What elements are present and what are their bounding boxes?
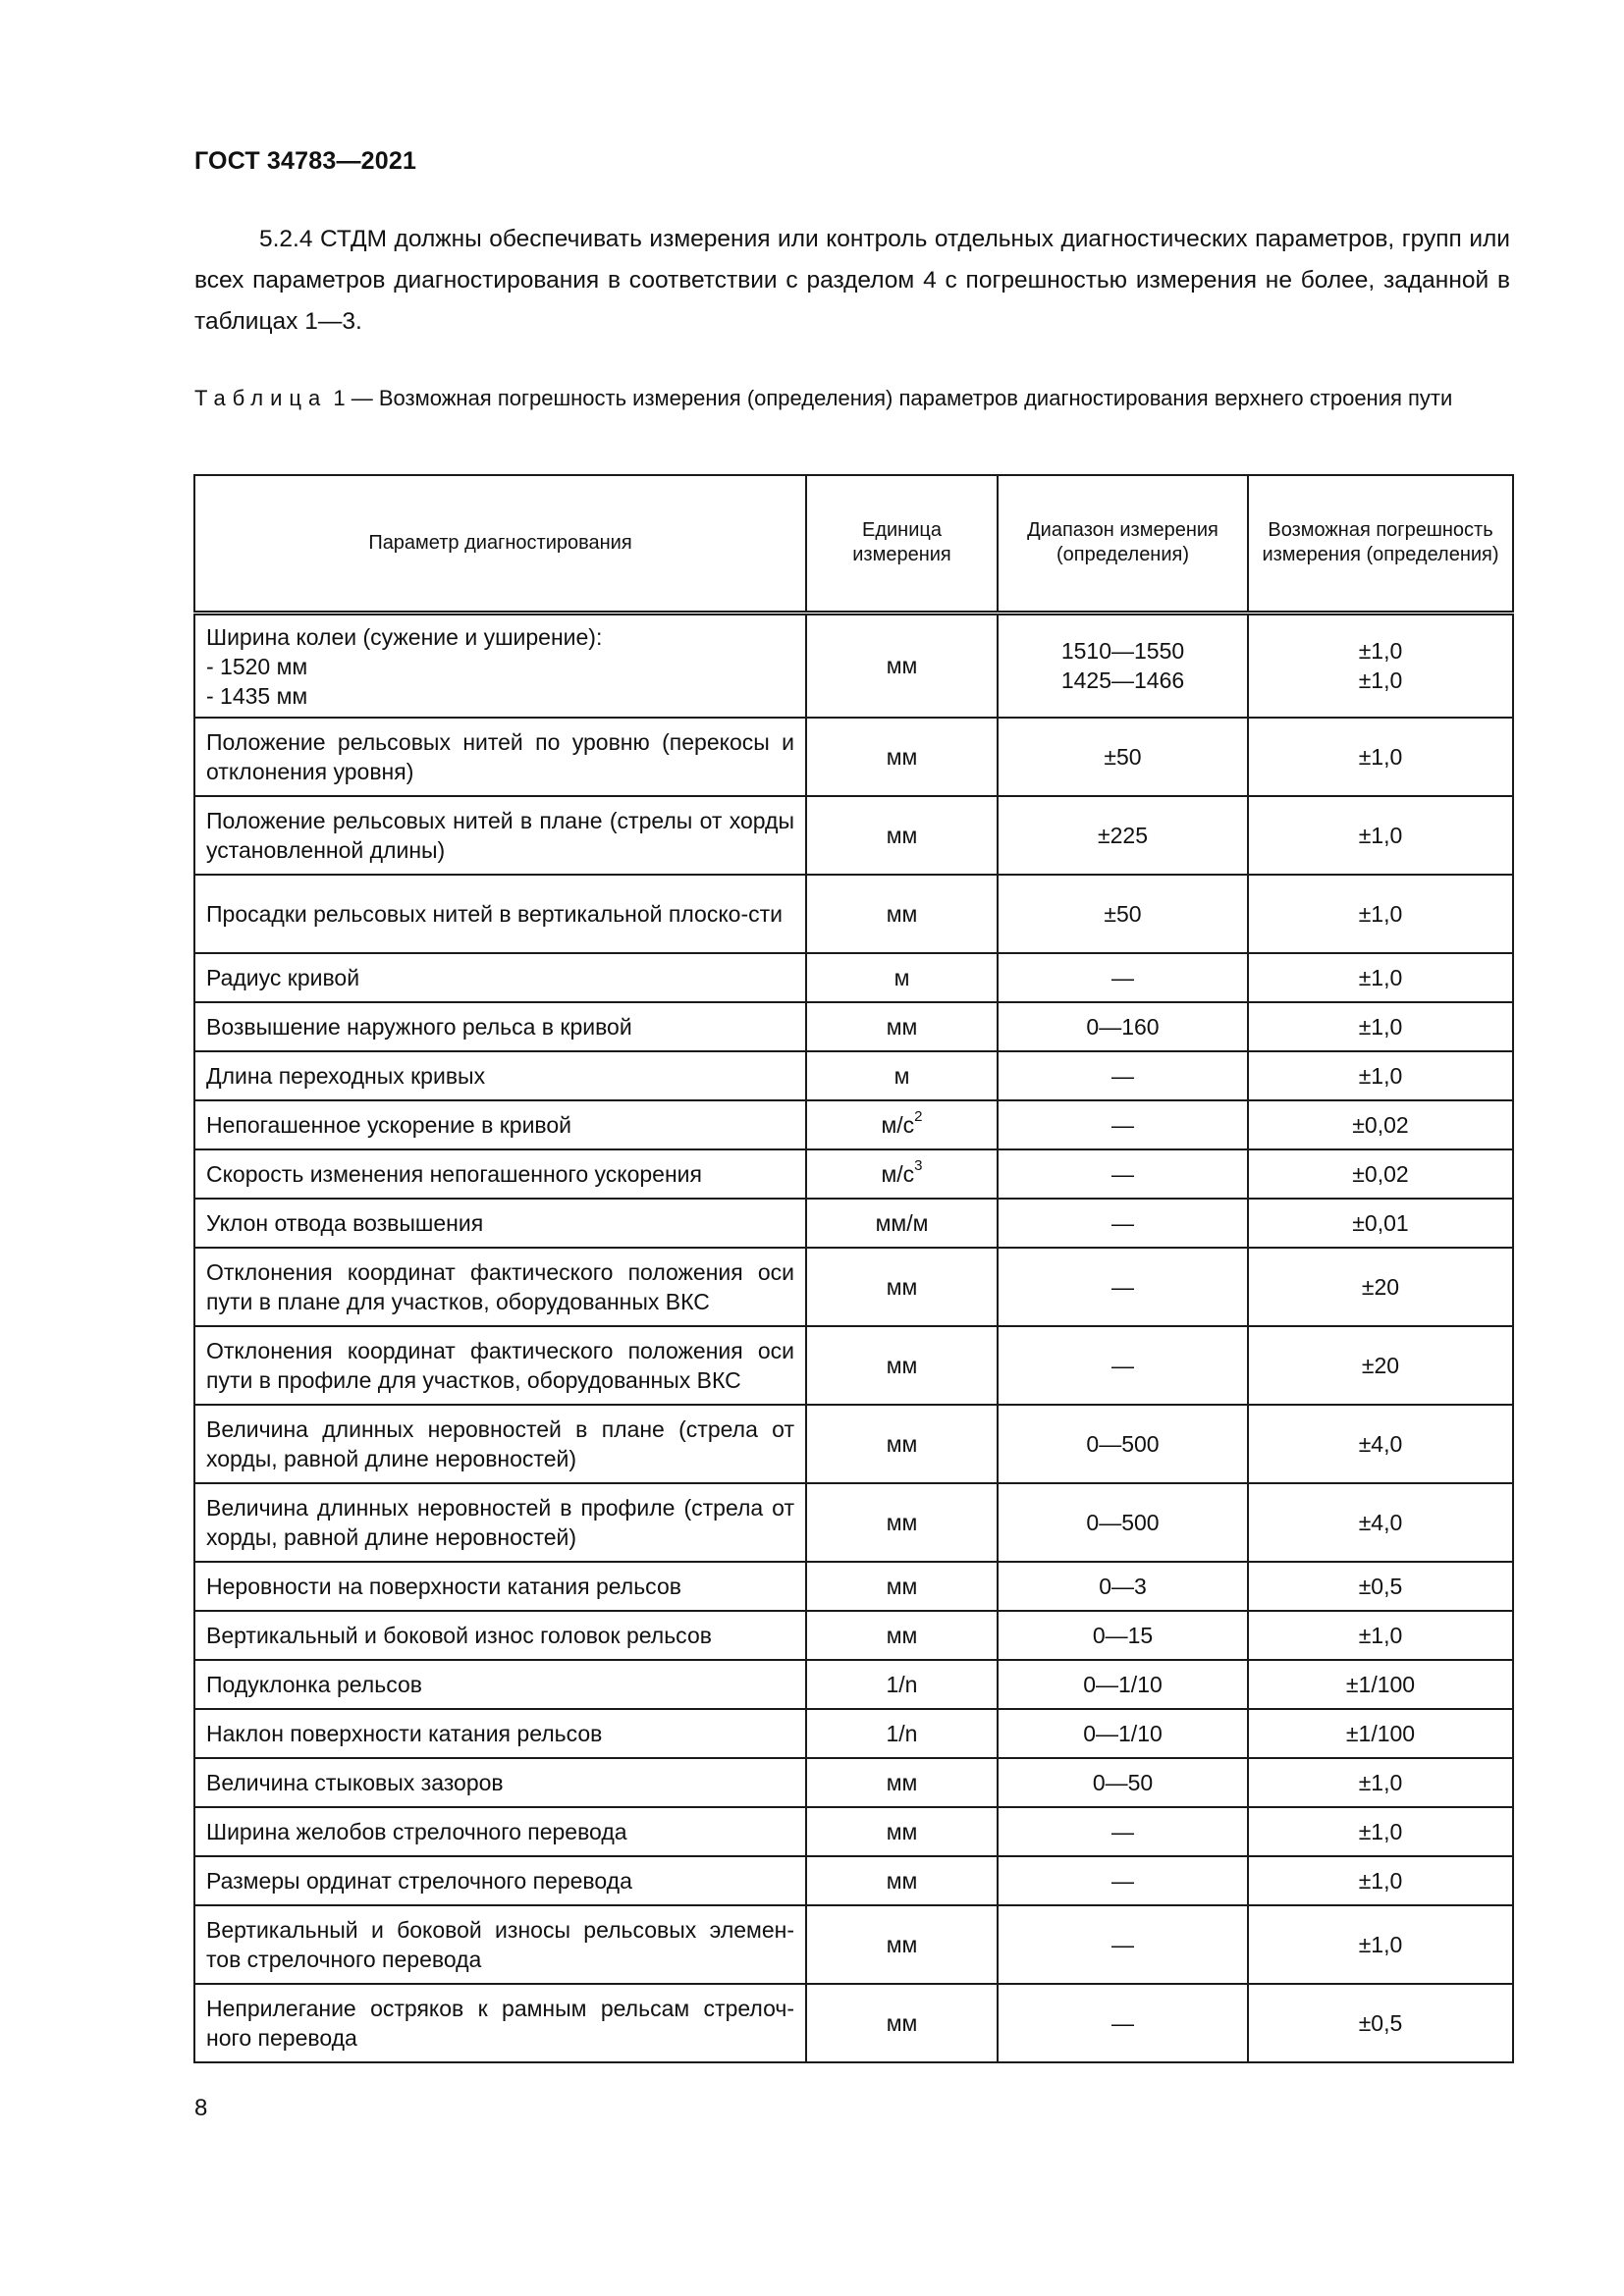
cell-unit (806, 718, 998, 796)
table-row (194, 1149, 1513, 1199)
table-header-row (194, 475, 1513, 613)
cell-unit-text: мм (886, 1819, 918, 1844)
table-row (194, 1326, 1513, 1405)
cell-range: — (998, 1199, 1248, 1248)
cell-unit-text: 1/n (886, 1672, 918, 1697)
cell-unit-text: мм (886, 1353, 918, 1378)
clause-paragraph: 5.2.4 СТДМ должны обеспечивать измерения или контроль отдельных диагностических параметров, групп или всех параметров диагностирования в соответствии с разделом 4 с погрешностью измерения не более, заданной в таблицах 1—3. (194, 226, 1510, 335)
cell-unit-text: мм (886, 1574, 918, 1599)
cell-unit (806, 1758, 998, 1807)
cell-unit-text: мм (886, 744, 918, 770)
cell-unit (806, 1905, 998, 1984)
cell-unit-text: мм/м (875, 1210, 929, 1236)
cell-range: — (998, 1149, 1248, 1199)
cell-range: — (998, 953, 1248, 1002)
cell-unit-text: мм (886, 1510, 918, 1535)
cell-error: ±1,0 (1248, 1807, 1513, 1856)
cell-unit (806, 875, 998, 953)
cell-range: 0—500 (998, 1405, 1248, 1483)
table-row (194, 1483, 1513, 1562)
cell-unit-text: мм (886, 1274, 918, 1300)
cell-range: 0—500 (998, 1483, 1248, 1562)
cell-unit (806, 1100, 998, 1149)
header-parameter: Параметр диагностирования (194, 475, 806, 613)
cell-unit (806, 1856, 998, 1905)
cell-unit (806, 1807, 998, 1856)
table-row (194, 613, 1513, 718)
cell-parameter: Величина стыковых зазоров (194, 1758, 806, 1807)
cell-unit (806, 1002, 998, 1051)
table-row (194, 1248, 1513, 1326)
cell-error: ±1/100 (1248, 1709, 1513, 1758)
cell-parameter: Непогашенное ускорение в кривой (194, 1100, 806, 1149)
cell-error: ±1,0 (1248, 1002, 1513, 1051)
page-number: 8 (194, 2095, 208, 2121)
cell-range: — (998, 1248, 1248, 1326)
table-row (194, 1856, 1513, 1905)
cell-parameter: Длина переходных кривых (194, 1051, 806, 1100)
cell-range: 0—1/10 (998, 1709, 1248, 1758)
table-row (194, 1984, 1513, 2062)
table-row (194, 1100, 1513, 1149)
cell-range: — (998, 1326, 1248, 1405)
cell-unit (806, 1051, 998, 1100)
cell-unit-text: м/с (881, 1161, 915, 1187)
cell-error: ±20 (1248, 1326, 1513, 1405)
cell-range: — (998, 1856, 1248, 1905)
cell-unit-text: мм (886, 823, 918, 848)
cell-error: ±1,0 (1248, 875, 1513, 953)
cell-range: — (998, 1100, 1248, 1149)
table-row (194, 1562, 1513, 1611)
table-row (194, 1611, 1513, 1660)
table-row (194, 1905, 1513, 1984)
cell-unit-text: мм (886, 2010, 918, 2036)
table-body (194, 613, 1513, 2062)
cell-error: ±0,01 (1248, 1199, 1513, 1248)
cell-unit-text: мм (886, 1932, 918, 1957)
cell-unit (806, 796, 998, 875)
cell-error: ±1,0 (1248, 953, 1513, 1002)
cell-unit-text: мм (886, 1431, 918, 1457)
cell-error: ±1/100 (1248, 1660, 1513, 1709)
cell-error: ±1,0 ±1,0 (1248, 613, 1513, 718)
cell-range: ±50 (998, 875, 1248, 953)
table-row (194, 718, 1513, 796)
cell-unit-exponent: 3 (914, 1157, 923, 1175)
cell-parameter: Положение рельсовых нитей в плане (стрелы от хорды установленной длины) (194, 796, 806, 875)
cell-unit-text: м (893, 1063, 910, 1089)
cell-unit (806, 1611, 998, 1660)
cell-unit-text: мм (886, 1770, 918, 1795)
cell-parameter: Возвышение наружного рельса в кривой (194, 1002, 806, 1051)
cell-parameter: Величина длинных неровностей в профиле (стрела от хорды, равной длине неровностей) (194, 1483, 806, 1562)
cell-unit (806, 1660, 998, 1709)
cell-error: ±4,0 (1248, 1405, 1513, 1483)
cell-unit-text: 1/n (886, 1721, 918, 1746)
cell-error: ±1,0 (1248, 1856, 1513, 1905)
cell-parameter: Подуклонка рельсов (194, 1660, 806, 1709)
cell-unit-text: мм (886, 901, 918, 927)
cell-error: ±1,0 (1248, 1611, 1513, 1660)
cell-unit-text: мм (886, 1868, 918, 1894)
cell-unit-text: мм (886, 1014, 918, 1040)
cell-error: ±1,0 (1248, 796, 1513, 875)
cell-error: ±0,5 (1248, 1984, 1513, 2062)
table-row (194, 1199, 1513, 1248)
cell-unit-text: м/с (881, 1112, 915, 1138)
cell-range: 0—1/10 (998, 1660, 1248, 1709)
cell-error: ±0,02 (1248, 1149, 1513, 1199)
cell-range: 0—160 (998, 1002, 1248, 1051)
cell-range: 1510—1550 1425—1466 (998, 613, 1248, 718)
cell-parameter: Отклонения координат фактического положения оси пути в профиле для участков, оборудованных ВКС (194, 1326, 806, 1405)
table-row (194, 875, 1513, 953)
cell-unit (806, 1248, 998, 1326)
table-row (194, 1758, 1513, 1807)
cell-error: ±1,0 (1248, 718, 1513, 796)
cell-range: 0—15 (998, 1611, 1248, 1660)
parameters-table (193, 474, 1514, 2063)
cell-unit (806, 953, 998, 1002)
cell-range: — (998, 1807, 1248, 1856)
document-code-header: ГОСТ 34783—2021 (194, 147, 417, 175)
table-row (194, 796, 1513, 875)
cell-parameter: Положение рельсовых нитей по уровню (перекосы и отклонения уровня) (194, 718, 806, 796)
cell-unit (806, 1562, 998, 1611)
cell-range: ±225 (998, 796, 1248, 875)
cell-error: ±20 (1248, 1248, 1513, 1326)
table-row (194, 1709, 1513, 1758)
cell-parameter: Радиус кривой (194, 953, 806, 1002)
cell-range: — (998, 1051, 1248, 1100)
table-caption-label: Таблица (194, 386, 328, 410)
cell-unit-text: мм (886, 1623, 918, 1648)
cell-range: 0—3 (998, 1562, 1248, 1611)
cell-parameter: Уклон отвода возвышения (194, 1199, 806, 1248)
cell-parameter: Просадки рельсовых нитей в вертикальной плоско-сти (194, 875, 806, 953)
cell-error: ±0,5 (1248, 1562, 1513, 1611)
cell-error: ±1,0 (1248, 1905, 1513, 1984)
cell-unit (806, 1709, 998, 1758)
cell-range: — (998, 1984, 1248, 2062)
cell-unit-exponent: 2 (914, 1108, 923, 1126)
table-row (194, 1405, 1513, 1483)
cell-unit (806, 1199, 998, 1248)
cell-unit (806, 1149, 998, 1199)
cell-parameter: Неприлегание остряков к рамным рельсам стрелоч-ного перевода (194, 1984, 806, 2062)
header-range: Диапазон измерения (определения) (998, 475, 1248, 613)
table-caption (194, 378, 1510, 418)
cell-range: ±50 (998, 718, 1248, 796)
header-unit: Единица измерения (806, 475, 998, 613)
cell-error: ±1,0 (1248, 1758, 1513, 1807)
cell-error: ±0,02 (1248, 1100, 1513, 1149)
cell-range: 0—50 (998, 1758, 1248, 1807)
cell-error: ±1,0 (1248, 1051, 1513, 1100)
cell-parameter: Ширина колеи (сужение и уширение): - 1520 мм - 1435 мм (194, 613, 806, 718)
table-row (194, 1807, 1513, 1856)
cell-unit (806, 1326, 998, 1405)
cell-unit-text: мм (886, 653, 918, 679)
table-row (194, 1051, 1513, 1100)
table-row (194, 1660, 1513, 1709)
cell-range: — (998, 1905, 1248, 1984)
table-caption-text: 1 — Возможная погрешность измерения (определения) параметров диагностирования верхнего строения пути (327, 386, 1453, 410)
cell-unit-text: м (893, 965, 910, 990)
cell-unit (806, 1984, 998, 2062)
cell-parameter: Неровности на поверхности катания рельсов (194, 1562, 806, 1611)
cell-parameter: Ширина желобов стрелочного перевода (194, 1807, 806, 1856)
cell-parameter: Вертикальный и боковой износ головок рельсов (194, 1611, 806, 1660)
table-row (194, 953, 1513, 1002)
cell-unit (806, 1483, 998, 1562)
cell-unit (806, 1405, 998, 1483)
cell-unit (806, 613, 998, 718)
cell-parameter: Размеры ординат стрелочного перевода (194, 1856, 806, 1905)
cell-error: ±4,0 (1248, 1483, 1513, 1562)
cell-parameter: Скорость изменения непогашенного ускорения (194, 1149, 806, 1199)
header-error: Возможная погрешность измерения (определения) (1248, 475, 1513, 613)
cell-parameter: Вертикальный и боковой износы рельсовых элемен-тов стрелочного перевода (194, 1905, 806, 1984)
table-row (194, 1002, 1513, 1051)
cell-parameter: Величина длинных неровностей в плане (стрела от хорды, равной длине неровностей) (194, 1405, 806, 1483)
cell-parameter: Наклон поверхности катания рельсов (194, 1709, 806, 1758)
cell-parameter: Отклонения координат фактического положения оси пути в плане для участков, оборудованных ВКС (194, 1248, 806, 1326)
